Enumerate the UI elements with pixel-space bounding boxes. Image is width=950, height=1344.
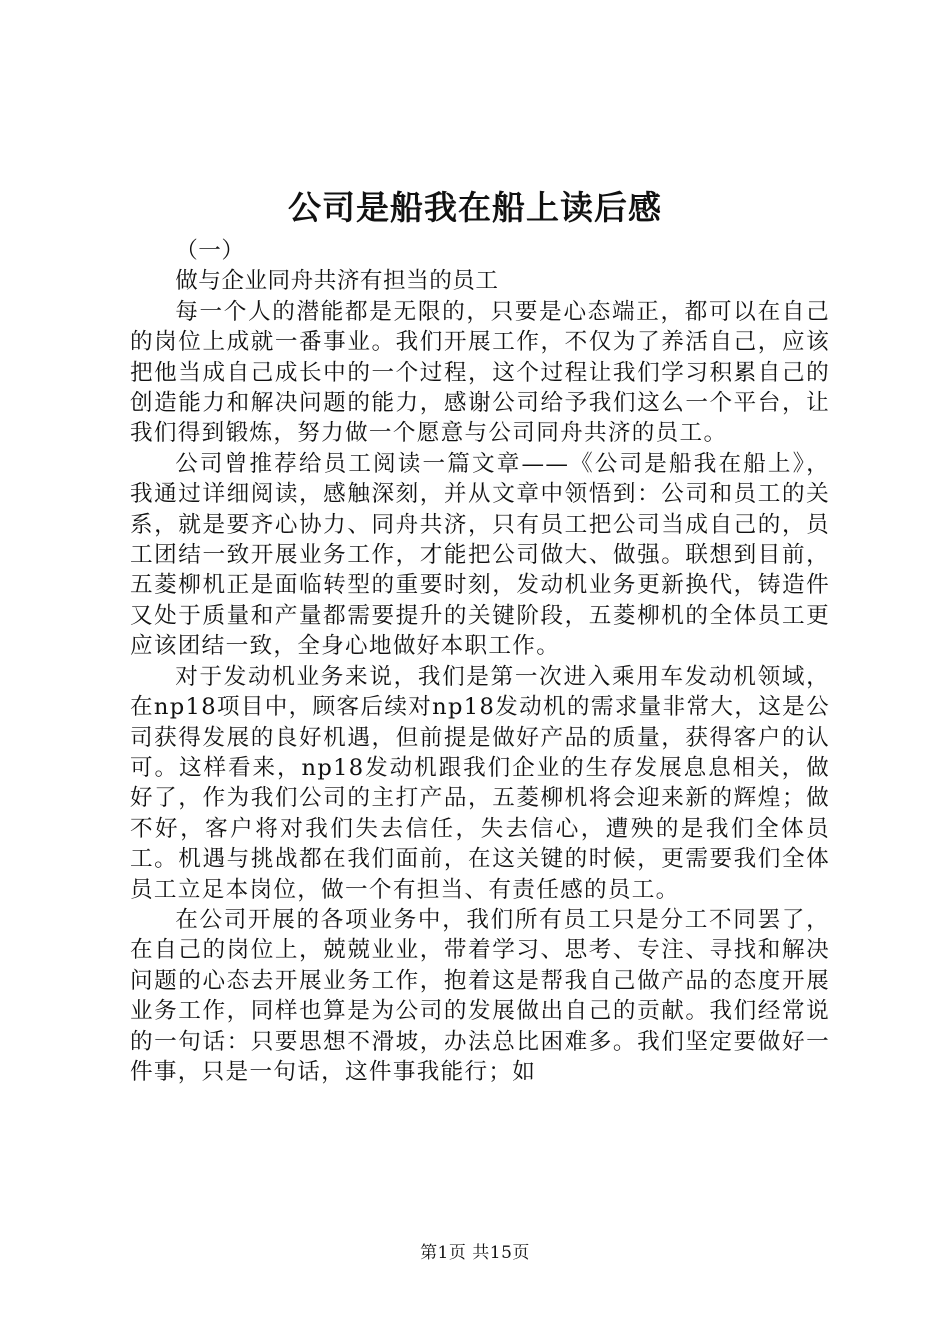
paragraph-3: 对于发动机业务来说，我们是第一次进入乘用车发动机领域，在np18项目中，顾客后续对np18发动机的需求量非常大，这是公司获得发展的良好机遇，但前提是做好产品的质量，获得客户的认可。这样看来，np18发动机跟我们企业的生存发展息息相关，做好了，作为我们公司的主打产品，五菱柳机将会迎来新的辉煌；做不好，客户将对我们失去信任，失去信心，遭殃的是我们全体员工。机遇与挑战都在我们面前，在这关键的时候，更需要我们全体员工立足本岗位，做一个有担当、有责任感的员工。 [130,663,830,903]
paragraph-2: 公司曾推荐给员工阅读一篇文章——《公司是船我在船上》，我通过详细阅读，感触深刻，并从文章中领悟到：公司和员工的关系，就是要齐心协力、同舟共济，只有员工把公司当成自己的，员工团结一致开展业务工作，才能把公司做大、做强。联想到目前，五菱柳机正是面临转型的重要时刻，发动机业务更新换代，铸造件又处于质量和产量都需要提升的关键阶段，五菱柳机的全体员工更应该团结一致，全身心地做好本职工作。 [130,450,830,660]
page-number-footer: 第1页 共15页 [420,1243,530,1263]
document-title: 公司是船我在船上读后感 [288,188,662,227]
paragraph-4: 在公司开展的各项业务中，我们所有员工只是分工不同罢了，在自己的岗位上，兢兢业业，带着学习、思考、专注、寻找和解决问题的心态去开展业务工作，抱着这是帮我自己做产品的态度开展业务工作，同样也算是为公司的发展做出自己的贡献。我们经常说的一句话：只要思想不滑坡，办法总比困难多。我们坚定要做好一件事，只是一句话，这件事我能行；如 [130,906,830,1085]
paragraph-1: 每一个人的潜能都是无限的，只要是心态端正，都可以在自己的岗位上成就一番事业。我们开展工作，不仅为了养活自己，应该把他当成自己成长中的一个过程，这个过程让我们学习积累自己的创造能力和解决问题的能力，感谢公司给予我们这么一个平台，让我们得到锻炼，努力做一个愿意与公司同舟共济的员工。 [130,298,830,447]
document-subtitle: 做与企业同舟共济有担当的员工 [175,268,499,295]
section-marker: （一） [175,238,245,264]
document-body [130,236,830,1087]
